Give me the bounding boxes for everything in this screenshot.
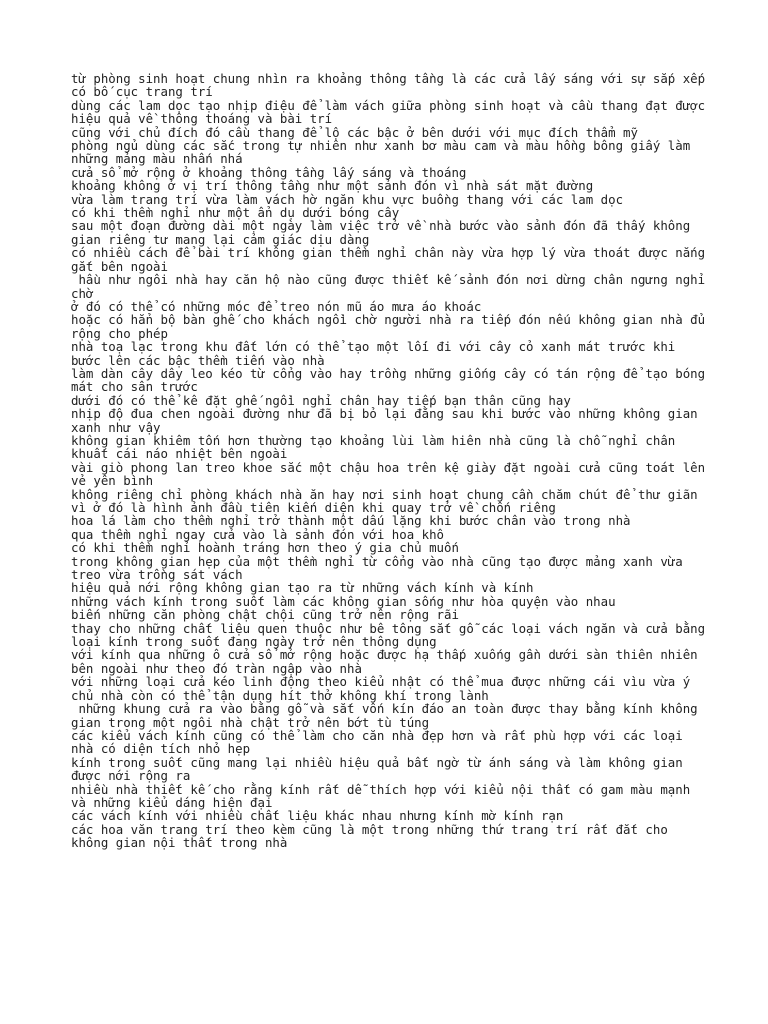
text-line: nhà toạ lạc trong khu đất lớn có thể tạo một lối đi với cây cỏ xanh mát trước khi bước lên các bậc thềm tiến vào nhà xyxy=(71,339,683,368)
text-line: hoặc có hẳn bộ bàn ghế cho khách ngồi chờ người nhà ra tiếp đón nếu không gian nhà đủ rộng cho phép xyxy=(71,312,713,341)
document-body xyxy=(71,72,711,850)
text-line: cũng với chủ đích đó cầu thang để lộ các bậc ở bên dưới với mục đích thẩm mỹ xyxy=(71,124,638,140)
text-line: sau một đoạn đường dài một ngày làm việc trở về nhà bước vào sảnh đón đã thấy không gian riêng tư mang lại cảm giác dịu dàng xyxy=(71,218,698,247)
text-line: làm dàn cây dây leo kéo từ cổng vào hay trồng những giống cây có tán rộng để tạo bóng mát cho sân trước xyxy=(71,365,713,395)
text-line: không gian khiêm tốn hơn thường tạo khoảng lùi làm hiên nhà cũng là chỗ nghỉ chân khuất cái náo nhiệt bên ngoài xyxy=(71,432,683,462)
text-line: hiệu quả nới rộng không gian tạo ra từ những vách kính và kính xyxy=(71,580,534,596)
text-line: phòng ngủ dùng các sắc trong tự nhiên như xanh bơ màu cam và màu hồng bông giấy làm những mảng màu nhấn nhá xyxy=(71,138,698,167)
text-line: nhịp độ đua chen ngoài đường như đã bị bỏ lại đằng sau khi bước vào những không gian xanh như vậy xyxy=(71,406,706,435)
text-line: hầu như ngôi nhà hay căn hộ nào cũng được thiết kế sảnh đón nơi dừng chân ngưng nghỉ chờ xyxy=(71,272,713,301)
text-line: dùng các lam dọc tạo nhịp điệu để làm vách giữa phòng sinh hoạt và cầu thang đạt được hiệu quả về thông thoáng và bài trí xyxy=(71,97,713,127)
text-line: hoa lá làm cho thềm nghỉ trở thành một dấu lặng khi bước chân vào trong nhà xyxy=(71,513,631,529)
text-line: với kính qua những ô cửa sổ mở rộng hoặc được hạ thấp xuống gần dưới sàn thiên nhiên bên ngoài như theo đó tràn ngập vào nhà xyxy=(71,647,706,676)
text-line: trong không gian hẹp của một thềm nghỉ từ cổng vào nhà cũng tạo được mảng xanh vừa treo vừa trồng sát vách xyxy=(71,553,691,583)
text-line: có nhiều cách để bài trí không gian thềm nghỉ chân này vừa hợp lý vừa thoát được nắng gắt bên ngoài xyxy=(71,245,713,274)
text-line: dưới đó có thể kê đặt ghế ngồi nghỉ chân hay tiếp bạn thân cũng hay xyxy=(71,392,571,408)
text-line: khoảng không ở vị trí thông tầng như một sảnh đón vì nhà sát mặt đường xyxy=(71,178,594,194)
text-line: vì ở đó là hình ảnh đầu tiên kiến diện khi quay trở về chốn riêng xyxy=(71,500,556,515)
text-line: những vách kính trong suốt làm các không gian sống như hòa quyện vào nhau xyxy=(71,593,616,609)
text-line: có khi thềm nghỉ như một ẩn dụ dưới bóng cây xyxy=(71,205,400,221)
text-line: cửa sổ mở rộng ở khoảng thông tầng lấy sáng và thoáng xyxy=(71,164,467,180)
text-line: vài giò phong lan treo khoe sắc một chậu hoa trên kệ giày đặt ngoài cửa cũng toát lên vẻ yên bình xyxy=(71,459,713,489)
text-line: qua thềm nghỉ ngay cửa vào là sảnh đón với hoa khô xyxy=(71,526,444,542)
text-line: thay cho những chất liệu quen thuộc như bê tông sắt gỗ các loại vách ngăn và cửa bằng loại kính trong suốt đang ngày trở nên thông dụng xyxy=(71,620,713,650)
text-line: có khi thềm nghỉ hoành tráng hơn theo ý gia chủ muốn xyxy=(71,540,459,556)
text-line: vừa làm trang trí vừa làm vách hờ ngăn khu vực buồng thang với các lam dọc xyxy=(71,191,624,207)
text-line: ở đó có thể có những móc để treo nón mũ áo mưa áo khoác xyxy=(71,298,482,314)
text-line: với những loại cửa kéo linh động theo kiểu nhật có thể mua được những cái vìu vừa ý chủ nhà còn có thể tận dụng hít thở không khí trong lành xyxy=(71,674,698,703)
text-line: những khung cửa ra vào bằng gỗ và sắt vốn kín đáo an toàn được thay bằng kính không gian trong một ngôi nhà chật trở nên bớt tù túng xyxy=(71,701,706,730)
text-line: không riêng chỉ phòng khách nhà ăn hay nơi sinh hoạt chung cần chăm chút để thư giãn xyxy=(71,486,698,502)
text-line: kính trong suốt cũng mang lại nhiều hiệu quả bất ngờ từ ánh sáng và làm không gian được nới rộng ra xyxy=(71,754,691,784)
text-line: các hoa văn trang trí theo kèm cũng là một trong những thứ trang trí rất đắt cho không gian nội thất trong nhà xyxy=(71,821,676,851)
text-line: từ phòng sinh hoạt chung nhìn ra khoảng thông tầng là các cửa lấy sáng với sự sắp xếp có bố cục trang trí xyxy=(71,71,713,100)
text-line: các kiểu vách kính cũng có thể làm cho căn nhà đẹp hơn và rất phù hợp với các loại nhà có diện tích nhỏ hẹp xyxy=(71,727,691,757)
text-line: biến những căn phòng chật chội cũng trở nên rộng rãi xyxy=(71,607,459,623)
text-line: các vách kính với nhiều chất liệu khác nhau nhưng kính mờ kính rạn xyxy=(71,808,564,824)
text-line: nhiều nhà thiết kế cho rằng kính rất dễ thích hợp với kiểu nội thất có gam màu mạnh và những kiểu dáng hiện đại xyxy=(71,781,698,810)
